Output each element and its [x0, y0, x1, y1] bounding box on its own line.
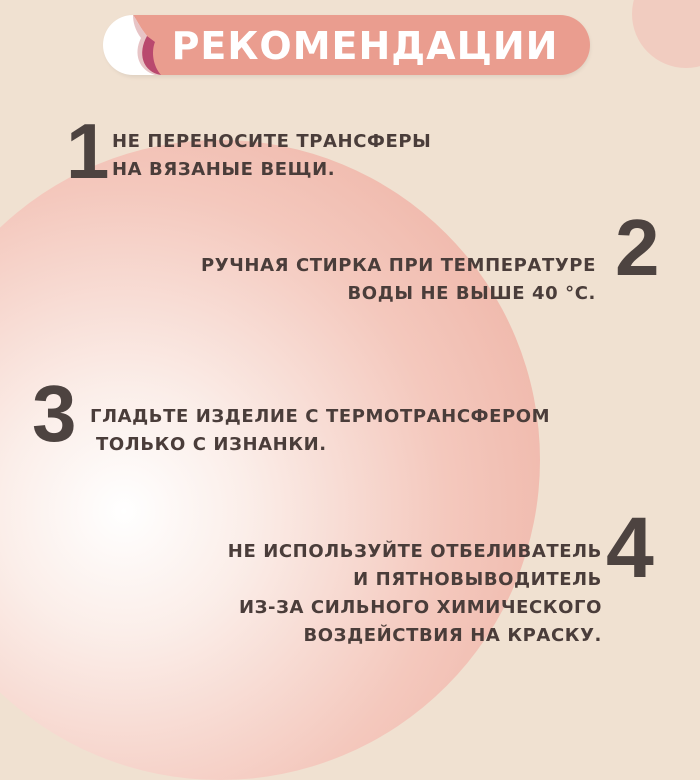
recommendation-1-line-2: НА ВЯЗАНЫЕ ВЕЩИ.	[112, 159, 336, 180]
step-number-3: 3	[32, 369, 77, 458]
page-title: РЕКОМЕНДАЦИИ	[171, 24, 559, 68]
recommendation-4-line-3: ИЗ-ЗА СИЛЬНОГО ХИМИЧЕСКОГО	[238, 597, 602, 618]
recommendation-2-line-2: ВОДЫ НЕ ВЫШЕ 40 °С.	[347, 283, 596, 304]
corner-decor-circle	[632, 0, 700, 68]
recommendation-3-line-1: ГЛАДЬТЕ ИЗДЕЛИЕ С ТЕРМОТРАНСФЕРОМ	[90, 406, 551, 427]
recommendation-4-line-2: И ПЯТНОВЫВОДИТЕЛЬ	[353, 569, 602, 590]
step-number-1: 1	[66, 107, 110, 195]
step-number-2: 2	[615, 203, 660, 292]
recommendation-4-line-1: НЕ ИСПОЛЬЗУЙТЕ ОТБЕЛИВАТЕЛЬ	[227, 541, 602, 562]
recommendation-4	[228, 538, 602, 650]
step-number-4: 4	[606, 500, 654, 596]
recommendation-1	[112, 128, 431, 184]
recommendation-4-line-4: ВОЗДЕЙСТВИЯ НА КРАСКУ.	[303, 625, 602, 646]
recommendation-1-line-1: НЕ ПЕРЕНОСИТЕ ТРАНСФЕРЫ	[112, 131, 432, 152]
background-gradient-circle	[0, 140, 540, 780]
recommendation-2	[201, 252, 596, 308]
recommendation-2-line-1: РУЧНАЯ СТИРКА ПРИ ТЕМПЕРАТУРЕ	[201, 255, 596, 276]
recommendation-3-line-2: ТОЛЬКО С ИЗНАНКИ.	[96, 434, 327, 455]
recommendation-3	[90, 403, 550, 459]
